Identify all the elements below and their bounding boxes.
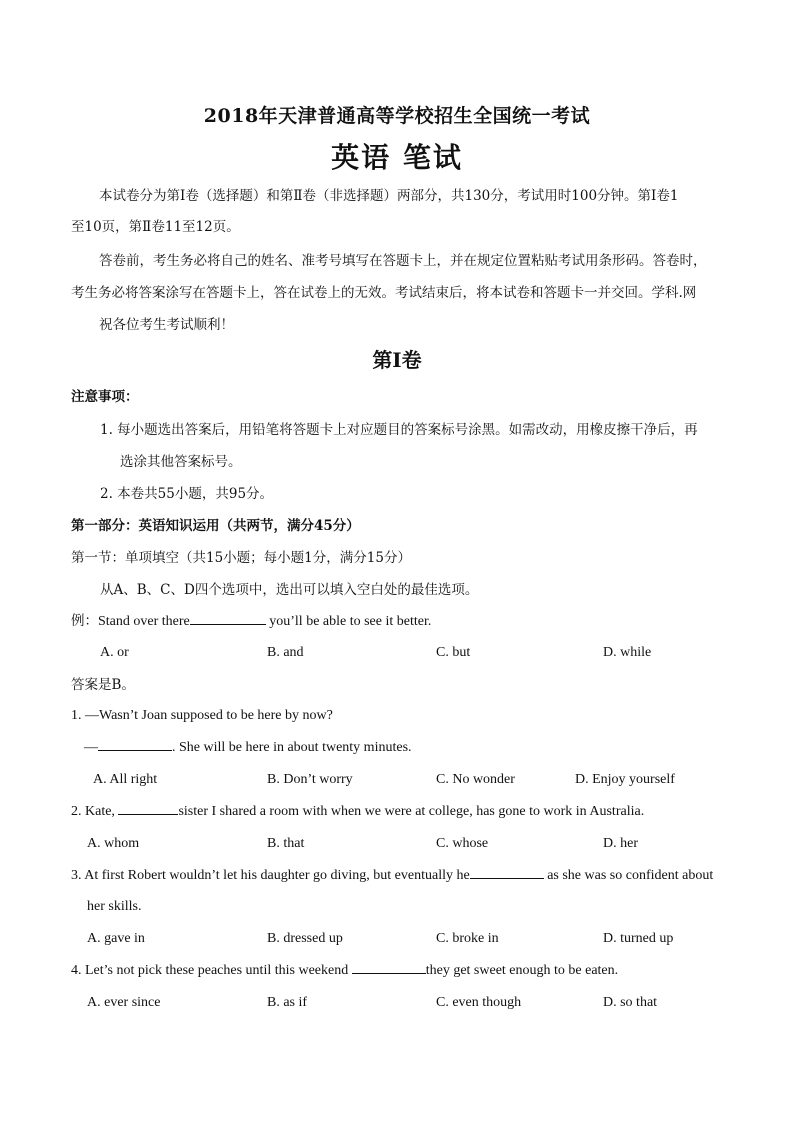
question-3-option-c: C. broke in — [436, 931, 499, 946]
question-1-dash: — — [84, 740, 98, 755]
question-1-option-c: C. No wonder — [436, 772, 515, 787]
question-3-option-a: A. gave in — [87, 931, 145, 946]
question-3-stem-before: 3. At first Robert wouldn’t let his daughter go diving, but eventually he — [71, 868, 470, 883]
question-4-option-c: C. even though — [436, 995, 522, 1010]
question-4-stem — [71, 961, 618, 981]
example-option-b: B. and — [267, 645, 304, 660]
question-1-option-b: B. Don’t worry — [267, 772, 353, 787]
question-3-option-b: B. dressed up — [267, 931, 343, 946]
question-3-stem — [71, 866, 713, 886]
question-4-option-b: B. as if — [267, 995, 308, 1010]
answer-blank — [190, 612, 266, 625]
question-1-option-d: D. Enjoy yourself — [575, 772, 675, 787]
example-label: 例： — [71, 613, 98, 629]
question-2-stem — [71, 802, 644, 822]
intro-paragraph-2-line-2: 考生务必将答案涂写在答题卡上，答在试卷上的无效。考试结束后，将本试卷和答题卡一并交回。学科.网 — [71, 285, 697, 301]
answer-blank — [98, 738, 172, 751]
question-4-stem-before: 4. Let’s not pick these peaches until this weekend — [71, 963, 352, 978]
part1-heading: 第一部分：英语知识运用（共两节，满分45分） — [71, 518, 360, 534]
intro-paragraph-2-line-1: 答卷前，考生务必将自己的姓名、准考号填写在答题卡上，并在规定位置粘贴考试用条形码。答卷时， — [99, 253, 707, 269]
example-answer: 答案是B。 — [71, 677, 135, 693]
question-4-option-d: D. so that — [603, 995, 658, 1010]
intro-paragraph-1-line-2: 至10页，第Ⅱ卷11至12页。 — [71, 219, 240, 235]
example-option-d: D. while — [603, 645, 652, 660]
section1-heading: 第一节：单项填空（共15小题；每小题1分，满分15分） — [71, 550, 411, 566]
example-option-c: C. but — [436, 645, 471, 660]
exam-subtitle: 英语 笔试 — [331, 141, 463, 174]
question-3-option-d: D. turned up — [603, 931, 674, 946]
notes-heading: 注意事项： — [71, 389, 139, 405]
question-1-stem-line-1: 1. —Wasn’t Joan supposed to be here by now? — [71, 708, 333, 723]
question-4-stem-after: they get sweet enough to be eaten. — [425, 963, 619, 978]
question-1-option-a: A. All right — [93, 772, 158, 787]
answer-blank — [470, 866, 544, 879]
intro-blessing: 祝各位考生考试顺利！ — [99, 317, 234, 333]
notes-item-1-line-1: 1. 每小题选出答案后，用铅笔将答题卡上对应题目的答案标号涂黑。如需改动，用橡皮擦干净后，再 — [100, 422, 698, 438]
question-3-stem-after: as she was so confident about — [543, 868, 714, 883]
answer-blank — [118, 802, 178, 815]
exam-title: 2018年天津普通高等学校招生全国统一考试 — [203, 105, 591, 127]
example-stem — [71, 611, 431, 632]
notes-item-2: 2. 本卷共55小题，共95分。 — [100, 486, 274, 502]
example-stem-after: you’ll be able to see it better. — [265, 614, 432, 629]
example-stem-before: Stand over there — [98, 614, 190, 629]
section1-instruction: 从A、B、C、D四个选项中，选出可以填入空白处的最佳选项。 — [100, 582, 479, 598]
notes-item-1-line-2: 选涂其他答案标号。 — [120, 454, 242, 470]
question-4-option-a: A. ever since — [87, 995, 161, 1010]
question-3-stem-line-2: her skills. — [87, 899, 142, 914]
question-2-option-b: B. that — [267, 836, 305, 851]
question-2-stem-after: sister I shared a room with when we were at college, has gone to work in Australia. — [178, 804, 645, 819]
volume-title: 第Ⅰ卷 — [372, 348, 422, 372]
question-2-option-d: D. her — [603, 836, 638, 851]
intro-paragraph-1-line-1: 本试卷分为第Ⅰ卷（选择题）和第Ⅱ卷（非选择题）两部分，共130分，考试用时100分钟。第Ⅰ卷1 — [99, 188, 679, 204]
question-2-stem-before: 2. Kate, — [71, 804, 119, 819]
question-2-option-c: C. whose — [436, 836, 489, 851]
example-option-a: A. or — [100, 645, 129, 660]
answer-blank — [352, 961, 426, 974]
question-1-stem-after: . She will be here in about twenty minutes. — [172, 740, 412, 755]
question-2-option-a: A. whom — [87, 836, 140, 851]
question-1-stem-line-2 — [84, 738, 412, 758]
